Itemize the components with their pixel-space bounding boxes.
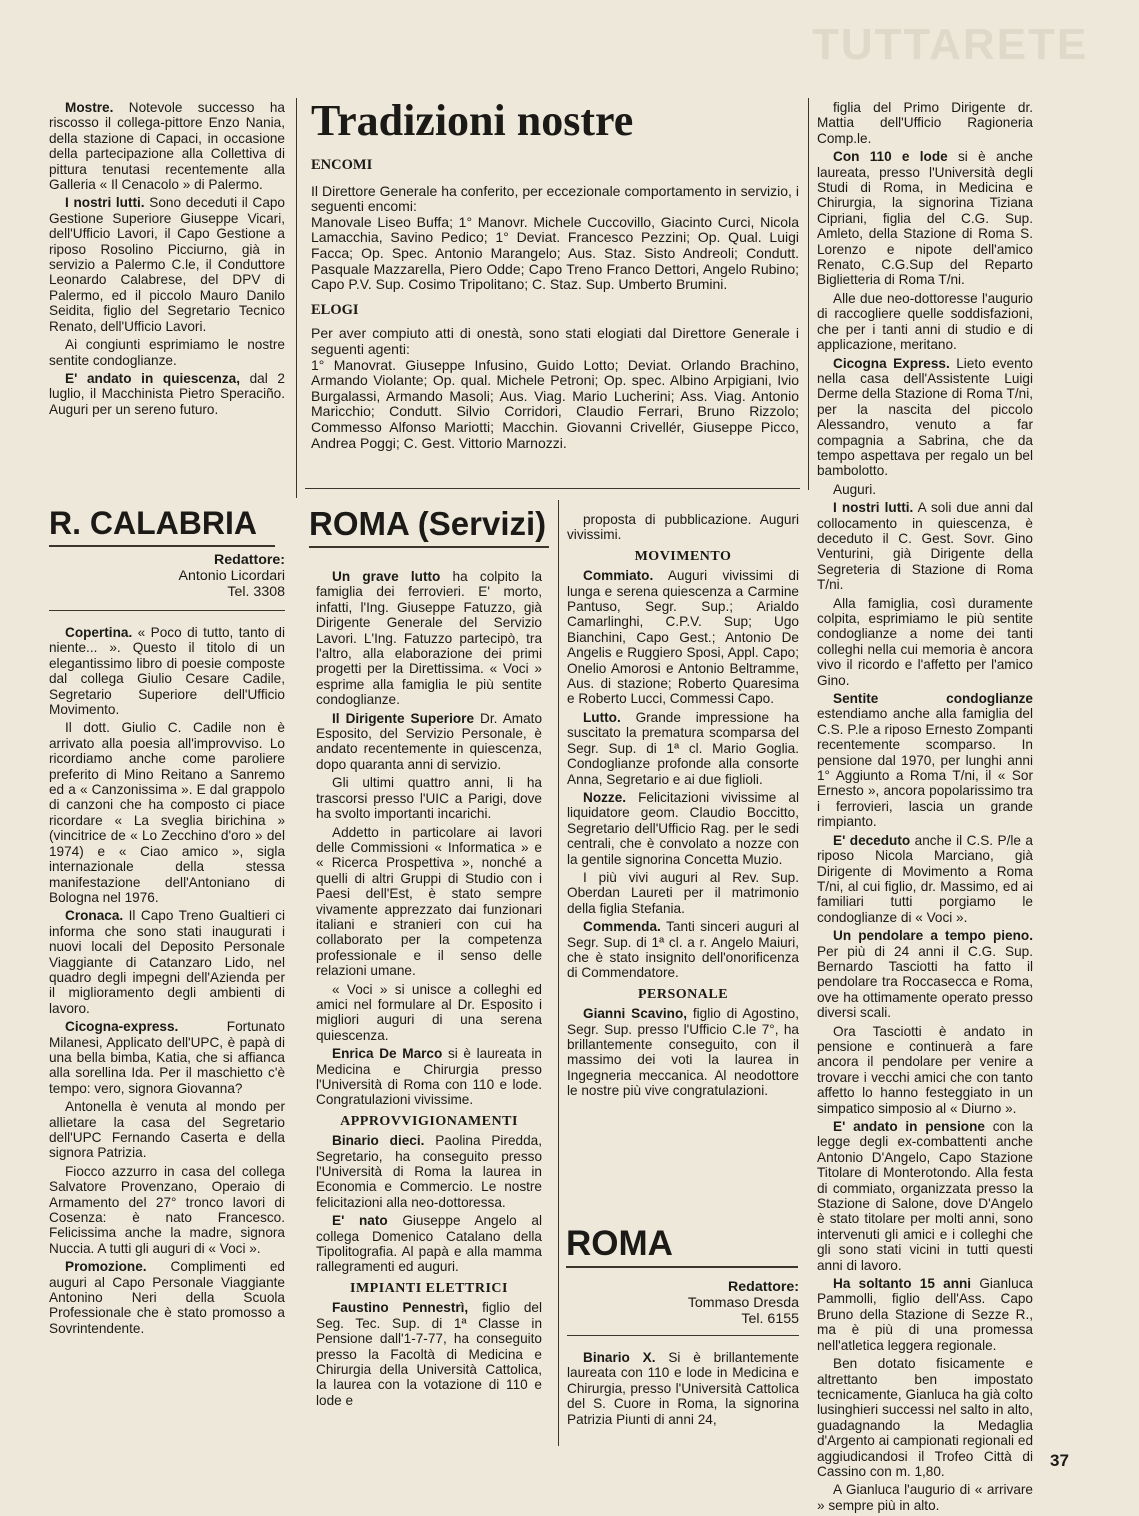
tradizioni-bottom-rule — [305, 488, 800, 489]
paragraph-text: proposta di pubblicazione. Auguri vivissimi. — [567, 512, 799, 543]
paragraph-lead: Enrica De Marco — [332, 1046, 443, 1062]
paragraph-lead: Binario dieci. — [332, 1133, 425, 1149]
calabria-divider — [49, 610, 285, 611]
article-paragraph — [817, 1276, 1033, 1353]
article-paragraph — [817, 100, 1033, 146]
paragraph-text: Auguri vivissimi di lunga e serena quiescenza a Carmine Pantuso, Segr. Sup.; Arialdo Camarlinghi, C.P.V. Sup; Ugo Bianchini, Capo Gest.; Antonio De Angelis e Ruggiero Sposi, Appl. Capo; Onelio Amorosi e Antonio Beltramme, Aus. di stazione; Roberto Quaresima e Roberto Lucci, Commessi Capo. — [567, 568, 799, 707]
paragraph-text: Gli ultimi quattro anni, li ha trascorsi presso l'UIC a Parigi, dove ha svolto importanti incarichi. — [316, 775, 542, 822]
article-paragraph — [567, 919, 799, 981]
paragraph-lead: Nozze. — [583, 789, 627, 805]
article-paragraph — [49, 371, 285, 417]
roma-body — [567, 1350, 799, 1427]
right-column — [817, 100, 1033, 1516]
paragraph-lead: Il Dirigente Superiore — [332, 710, 475, 726]
article-paragraph — [49, 1164, 285, 1256]
paragraph-lead: Con 110 e lode — [833, 149, 948, 165]
paragraph-text: dal 2 luglio, il Macchinista Pietro Speraciño. Auguri per un sereno futuro. — [49, 370, 285, 417]
paragraph-text: Alle due neo-dottoresse l'augurio di raccogliere quelle soddisfazioni, che per i tanti anni di studio e di applicazione, meritano. — [817, 290, 1033, 353]
article-paragraph — [817, 356, 1033, 479]
paragraph-lead: E' nato — [332, 1213, 388, 1229]
tradizioni-title: Tradizioni nostre — [311, 96, 634, 145]
calabria-section — [49, 552, 285, 1339]
article-paragraph — [817, 500, 1033, 592]
article-paragraph — [49, 1099, 285, 1161]
paragraph-text: Ai congiunti esprimiamo le nostre sentite condoglianze. — [49, 337, 285, 368]
elogi-heading: ELOGI — [311, 301, 359, 318]
encomi-intro: Il Direttore Generale ha conferito, per eccezionale comportamento in servizio, i seguenti encomi: — [311, 182, 799, 215]
article-paragraph — [817, 1119, 1033, 1273]
article-paragraph — [49, 720, 285, 905]
paragraph-text: « Voci » si unisce a colleghi ed amici nel formulare al Dr. Esposito i migliori auguri di una serena quiescenza. — [316, 981, 542, 1043]
paragraph-text: si è anche laureata, presso l'Università degli Studi di Roma, in Medicina e Chirurgia, la signorina Tiziana Cipriani, figlia del C.G. Sup. Amleto, della Stazione di Roma S. Lorenzo e nipote dell'amico Renato, C.G.Sup del Reparto Biglietteria di Roma T/ni. — [817, 149, 1033, 288]
paragraph-lead: E' deceduto — [833, 832, 911, 848]
paragraph-text: figlio di Agostino, Segr. Sup. presso l'Ufficio C.le 7°, ha brillantemente conseguito, con il massimo dei voti la laurea in Ingegneria meccanica. Al neodottore le nostre più vive congratulazioni. — [567, 1006, 800, 1099]
article-paragraph — [316, 1046, 542, 1108]
paragraph-text: Ben dotato fisicamente e altrettanto ben impostato tecnicamente, Gianluca ha già colto lusinghieri successi nel salto in alto, guadagnando la Medaglia d'Argento ai campionati regionali ed aggiudicandosi il Trofeo Città di Cassino con m. 1,80. — [817, 1356, 1033, 1479]
article-paragraph — [567, 512, 799, 543]
paragraph-lead: Gianni Scavino, — [583, 1006, 688, 1022]
roma-redactor — [567, 1279, 799, 1327]
paragraph-text: Complimenti ed auguri al Capo Personale Viaggiante Antonino Neri della Scuola Professionale che è stato promosso a Sovrintendente. — [49, 1259, 285, 1336]
paragraph-text: anche il C.S. P/le a riposo Nicola Marciano, già Dirigente di Movimento a Roma T/ni, al cui figlio, dr. Massimo, ed ai familiari tutti porgiamo le condoglianze di « Voci ». — [817, 832, 1033, 925]
article-paragraph — [567, 710, 799, 787]
article-paragraph — [817, 833, 1033, 925]
roma-title: ROMA — [566, 1222, 798, 1268]
paragraph-lead: Lutto. — [583, 709, 621, 725]
paragraph-text: Per più di 24 anni il C.G. Sup. Bernardo Tasciotti ha fatto il pendolare tra Roccasecca e Roma, ove ha ottimamente operato presso diversi scali. — [817, 943, 1033, 1021]
article-paragraph — [49, 337, 285, 368]
elogi-list: 1° Manovrat. Giuseppe Infusino, Guido Lotto; Deviat. Orlando Brachino, Armando Violante; Op. qual. Michele Petroni; Op. spec. Albino Arpigiani, Ivio Burgalassi, Armando Masoli; Aus. Viag. Mario Lucherini; Ass. Viag. Antonio Maricchio; Condutt. Silvio Corridori, Claudio Ferrari, Bruno Rizzolo; Commesso Alfonso Mariotti; Macchin. Giovanni Crivellér, Giuseppe Picco, Andrea Poggi; C. Gest. Vittorio Marnozzi. — [311, 356, 799, 451]
article-paragraph — [49, 1259, 285, 1336]
paragraph-text: Notevole successo ha riscosso il collega-pittore Enzo Nania, della stazione di Capaci, in occasione della partecipazione alla Collettiva di pittura tenutasi recentemente alla Galleria « Il Cenacolo » di Palermo. — [49, 100, 285, 193]
article-paragraph — [567, 1350, 799, 1427]
paragraph-text: Paolina Piredda, Segretario, ha conseguito presso l'Università di Roma la laurea in Economia e Commercio. Le nostre felicitazioni alla neo-dottoressa. — [316, 1133, 542, 1210]
paragraph-text: A Gianluca l'augurio di « arrivare » sempre più in alto. — [817, 1482, 1033, 1513]
article-paragraph — [817, 691, 1033, 830]
column-rule-right — [808, 98, 809, 490]
paragraph-text: Antonella è venuta al mondo per allietare la casa del Segretario dell'UPC Fernando Caserta e della signora Patrizia. — [49, 1099, 285, 1161]
column-rule-left — [296, 98, 297, 498]
redactor-tel: Tel. 6155 — [741, 1311, 799, 1327]
paragraph-text: Lieto evento nella casa dell'Assistente Luigi Derme della Stazione di Roma T/ni, per la nascita del piccolo Alessandro, venuto a far compagnia a Sabrina, che da tempo aspettava per regalo un bel bambolotto. — [817, 355, 1033, 479]
redactor-name: Tommaso Dresda — [687, 1295, 799, 1311]
paragraph-text: ha colpito la famiglia dei ferrovieri. E' morto, infatti, l'Ing. Giuseppe Fatuzzo, già Dirigente Generale del Servizio Lavori. L'Ing. Fatuzzo partecipò, tra l'altro, alla elaborazione dei primi progetti per la Direttissima. « Voci » esprime alla famiglia le più sentite condoglianze. — [316, 569, 543, 708]
paragraph-lead: E' andato in quiescenza, — [65, 370, 240, 386]
paragraph-text: A soli due anni dal collocamento in quiescenza, è deceduto il C. Gest. Sovr. Gino Venturini, già Dirigente della Segreteria di Stazione di Roma T/ni. — [817, 500, 1033, 593]
paragraph-text: Il Capo Treno Gualtieri ci informa che sono stati inaugurati i nuovi locali del Deposito Personale Viaggiante di Catanzaro Lido, nel quadro degli impegni dell'Azienda per il miglioramento degli ambienti di lavoro. — [49, 908, 285, 1016]
paragraph-text: Addetto in particolare ai lavori delle Commissioni « Informatica » e « Ricerca Prospettiva », nonché a quelli di altri Gruppi di Studio con i Paesi dell'Est, è stato sempre vivamente apprezzato dai funzionari italiani e stranieri con cui ha collaborato per la competenza professionale e il senso delle relazioni umane. — [316, 824, 542, 979]
article-paragraph — [316, 825, 542, 979]
paragraph-lead: E' andato in pensione — [833, 1119, 985, 1134]
ghost-header: TUTTARETE — [812, 20, 1089, 69]
paragraph-text: Auguri. — [833, 481, 877, 497]
article-paragraph — [316, 1133, 542, 1210]
paragraph-lead: Ha soltanto 15 anni — [833, 1276, 972, 1292]
paragraph-text: Giuseppe Angelo al collega Domenico Catalano della Tipolitografia. Al papà e alla mamma rallegramenti ed auguri. — [316, 1213, 542, 1275]
paragraph-text: figlia del Primo Dirigente dr. Mattia dell'Ufficio Ragioneria Comp.le. — [817, 100, 1033, 146]
paragraph-lead: Commenda. — [583, 919, 661, 935]
article-paragraph — [817, 1482, 1033, 1513]
article-paragraph — [316, 1300, 542, 1408]
article-paragraph — [817, 596, 1033, 688]
encomi-heading: ENCOMI — [311, 157, 373, 173]
paragraph-lead: Commiato. — [583, 568, 654, 584]
article-paragraph — [49, 908, 285, 1016]
article-paragraph — [817, 291, 1033, 353]
subsection-heading: PERSONALE — [637, 986, 729, 1002]
calabria-body — [49, 625, 285, 1336]
roma-servizi-col2 — [567, 512, 799, 1102]
article-paragraph — [49, 195, 285, 334]
paragraph-lead: Un pendolare a tempo pieno. — [833, 928, 1033, 944]
paragraph-text: Alla famiglia, così duramente colpita, esprimiamo le più sentite condoglianze a nome dei tanti colleghi nella cui memoria è ancora vivo il ricordo e l'affetto per l'amico Gino. — [817, 595, 1033, 688]
paragraph-lead: Copertina. — [65, 625, 133, 640]
paragraph-text: Gianluca Pammolli, figlio dell'Ass. Capo Bruno della Stazione di Sezze R., ma è più di una promessa nell'atletica leggera regionale. — [817, 1276, 1033, 1353]
article-paragraph — [316, 775, 542, 821]
article-paragraph — [316, 1213, 542, 1275]
left-column — [49, 100, 285, 420]
redactor-name: Antonio Licordari — [178, 568, 285, 584]
article-paragraph — [817, 928, 1033, 1020]
paragraph-lead: Cronaca. — [65, 908, 124, 924]
subsection-heading: IMPIANTI ELETTRICI — [350, 1280, 508, 1296]
paragraph-lead: Sentite condoglianze — [833, 691, 1033, 707]
page-number: 37 — [1050, 1451, 1069, 1470]
article-paragraph — [49, 625, 285, 717]
paragraph-text: Dr. Amato Esposito, del Servizio Personale, è andato recentemente in quiescenza, dopo quaranta anni di servizio. — [316, 710, 543, 772]
paragraph-text: Si è brillantemente laureata con 110 e lode in Medicina e Chirurgia, presso l'Università Cattolica del S. Cuore in Roma, la signorina Patrizia Piunti di anni 24, — [567, 1350, 799, 1427]
subsection-heading: MOVIMENTO — [634, 548, 732, 564]
roma-divider — [567, 1335, 799, 1336]
article-paragraph — [316, 569, 542, 708]
paragraph-text: Il dott. Giulio C. Cadile non è arrivato alla poesia all'improvviso. Lo ricordiamo anche come paroliere preferito di Mino Reitano a Sanremo ed a « Canzonissima ». E dal grappolo di canzoni che ha composto ci piace ricordare « La sveglia birichina » (vincitrice de « Lo Zecchino d'oro » del 1974) e « Ciao amico », sigla internazionale della stessa manifestazione dell'Antoniano di Bologna nel 1976. — [49, 720, 285, 905]
article-paragraph — [567, 1006, 799, 1098]
article-paragraph — [567, 568, 799, 707]
article-paragraph — [817, 1024, 1033, 1116]
roma-servizi-rule — [558, 500, 559, 1446]
paragraph-text: si è laureata in Medicina e Chirurgia presso l'Università di Roma con 110 e lode. Congratulazioni vivissime. — [316, 1046, 542, 1108]
paragraph-text: Tanti sinceri auguri al Segr. Sup. di 1ª cl. a r. Angelo Maiuri, che è stato insignito dell'onorificenza di Commendatore. — [567, 919, 799, 981]
paragraph-text: con la legge degli ex-combattenti anche Antonio D'Angelo, Capo Stazione Titolare di Monterotondo. Alla festa di commiato, organizzata presso la Stazione di Salone, dove D'Angelo è stato titolare per molti anni, sono intervenuti gli amici e i colleghi che gli sono stati vicini in tutti questi anni di lavoro. — [817, 1119, 1033, 1273]
calabria-title: R. CALABRIA — [49, 503, 275, 547]
article-paragraph — [316, 982, 542, 1044]
article-paragraph — [817, 149, 1033, 288]
paragraph-lead: Un grave lutto — [332, 569, 441, 584]
article-paragraph — [49, 1019, 285, 1096]
paragraph-text: I più vivi auguri al Rev. Sup. Oberdan Laureti per il matrimonio della figlia Stefania. — [567, 869, 799, 916]
paragraph-text: « Poco di tutto, tanto di niente... ». Questo il titolo di un elegantissimo libro di poesie composte dal collega Giulio Cesare Cadile, Segretario Superiore dell'Ufficio Movimento. — [49, 625, 285, 718]
article-paragraph — [567, 870, 799, 916]
elogi-intro: Per aver compiuto atti di onestà, sono stati elogiati dal Direttore Generale i seguenti agenti: — [311, 325, 799, 357]
paragraph-text: estendiamo anche alla famiglia del C.S. P.le a riposo Ernesto Zompanti recentemente scomparso. In pensione dal 1970, per lunghi anni 1° Aggiunto a Roma T/ni, il « Sor Ernesto », ancora popolarissimo tra i ferrovieri, lascia un grande rimpianto. — [817, 706, 1033, 830]
subsection-heading: APPROVVIGIONAMENTI — [340, 1113, 518, 1129]
paragraph-lead: I nostri lutti. — [833, 500, 914, 516]
paragraph-text: Sono deceduti il Capo Gestione Superiore Giuseppe Vicari, dell'Ufficio Lavori, il Capo Gestione a riposo Rosolino Picciurno, già in servizio a Palermo C.le, il Conduttore Leonardo Calabrese, del DPV di Palermo, ed il piccolo Mauro Danilo Seidita, figlio del Segretario Tecnico Renato, dell'Ufficio Lavori. — [49, 195, 285, 334]
article-paragraph — [817, 1356, 1033, 1479]
paragraph-text: Fiocco azzurro in casa del collega Salvatore Provenzano, Operaio di Armamento del 27° tronco lavori di Cosenza: è nato Francesco. Felicissima anche la madre, signora Nuccia. A tutti gli auguri di « Voci ». — [49, 1163, 285, 1256]
paragraph-lead: Mostre. — [65, 100, 114, 115]
paragraph-text: Fortunato Milanesi, Applicato dell'UPC, è papà di una bella bimba, Katia, che si affianca alla sorellina Ida. Per il maschietto c'è tempo: vero, signora Giovanna? — [49, 1019, 285, 1096]
tradizioni-section — [311, 158, 799, 451]
paragraph-lead: I nostri lutti. — [65, 195, 145, 211]
redactor-label: Redattore: — [728, 1279, 799, 1295]
paragraph-text: figlio del Seg. Tec. Sup. di 1ª Classe in Pensione dall'1-7-77, ha conseguito presso la Facoltà di Medicina e Chirurgia della Università Cattolica, la laurea con la votazione di 110 e lode e — [316, 1300, 543, 1408]
article-paragraph — [817, 482, 1033, 497]
article-paragraph — [49, 100, 285, 192]
redactor-tel: Tel. 3308 — [227, 584, 285, 600]
roma-servizi-col1 — [316, 569, 542, 1411]
paragraph-text: Felicitazioni vivissime al liquidatore geom. Claudio Boccitto, Segretario dell'Ufficio Rag. per le sedi centrali, che è convolato a nozze con la gentile signorina Concetta Muzio. — [567, 789, 799, 867]
article-paragraph — [316, 711, 542, 773]
paragraph-lead: Binario X. — [583, 1350, 656, 1365]
roma-servizi-title: ROMA (Servizi) — [309, 502, 549, 548]
paragraph-lead: Promozione. — [65, 1259, 147, 1275]
paragraph-lead: Faustino Pennestrì, — [332, 1300, 469, 1316]
paragraph-text: Ora Tasciotti è andato in pensione e continuerà a fare ancora il pendolare per venire a trovare i vecchi amici che con tanto affetto lo hanno festeggiato in un simpatico simposio al « Diurno ». — [817, 1023, 1033, 1116]
roma-section — [567, 1279, 799, 1430]
calabria-redactor — [49, 552, 285, 600]
article-paragraph — [567, 790, 799, 867]
paragraph-lead: Cicogna Express. — [833, 355, 950, 371]
paragraph-text: Grande impressione ha suscitato la prematura scomparsa del Segr. Sup. di 1ª cl. Mario Goglia. Condoglianze profonde alla consorte Anna, Segretario e ai due figlioli. — [567, 709, 799, 787]
redactor-label: Redattore: — [214, 552, 285, 568]
encomi-list: Manovale Liseo Buffa; 1° Manovr. Michele Cuccovillo, Giacinto Curci, Nicola Lamacchia, Savino Pedico; 1° Deviat. Francesco Pezzini; Op. Qual. Luigi Facca; Op. Spec. Antonio Marangelo; Aus. Staz. Sisto Andreoli; Condutt. Pasquale Mazzarella, Piero Odde; Capo Treno Franco Dettori, Angelo Rubino; Capo P.V. Sup. Cosimo Tripolitano; C. Staz. Sup. Umberto Brumini. — [311, 213, 799, 293]
paragraph-lead: Cicogna-express. — [65, 1019, 179, 1035]
